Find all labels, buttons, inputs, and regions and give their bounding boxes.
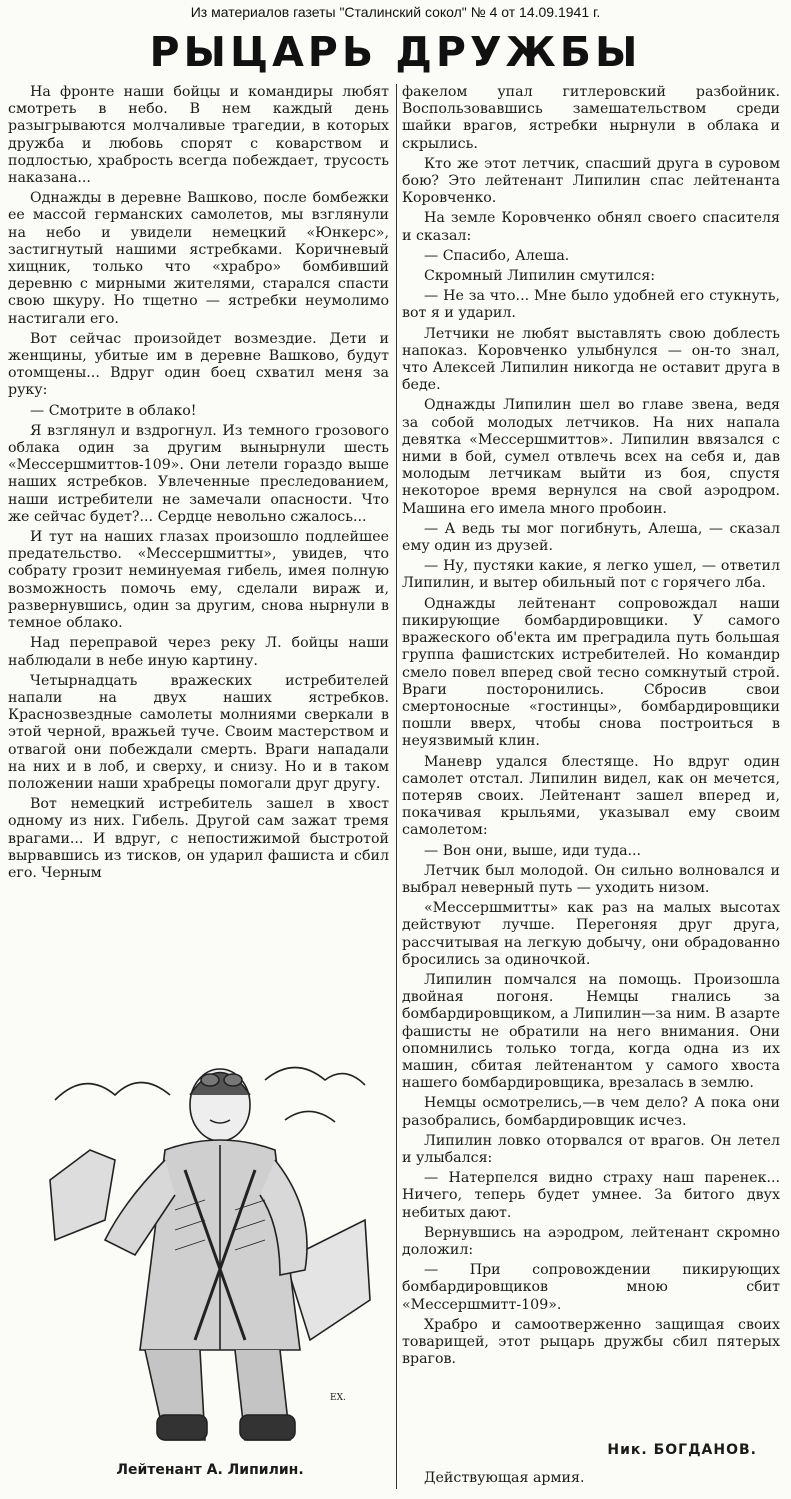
article-paragraph: Над переправой через реку Л. бойцы наши наблюдали в небе иную картину. <box>8 635 389 669</box>
pilot-illustration <box>45 1010 375 1450</box>
article-paragraph: Я взглянул и вздрогнул. Из темного грозового облака один за другим вынырнули шесть «Мессершмиттов-109». Они летели гораздо выше наших ястребков. Увлеченные преследованием, наши истребители не замечали опасности. Что же сейчас будет?... Сердце невольно сжалось... <box>8 422 389 525</box>
illustration-caption: Лейтенант А. Липилин. <box>116 1462 304 1478</box>
article-paragraph: — Натерпелся видно страху наш паренек... Ничего, теперь будет умнее. За битого двух небитых дают. <box>402 1170 780 1221</box>
right-column <box>402 84 780 1371</box>
article-paragraph: Летчик был молодой. Он сильно волновался и выбрал неверный путь — уходить низом. <box>402 862 780 896</box>
army-line: Действующая армия. <box>424 1470 585 1486</box>
article-paragraph: Однажды лейтенант сопровождал наши пикирующие бомбардировщики. У самого вражеского об'екта им преградила путь большая группа фашистских истребителей. Но командир смело повел вперед свой тесно сомкнутый строй. Враги посторонились. Сбросив свои смертоносные «гостинцы», бомбардировщики пошли вверх, чтобы снова построиться в неуязвимый клин. <box>402 595 780 750</box>
article-paragraph: Однажды в деревне Вашково, после бомбежки ее массой германских самолетов, мы взглянули на небо и увидели немецкий «Юнкерс», застигнутый нашими ястребками. Коричневый хищник, только что «храбро» бомбивший деревню с мирными жителями, старался спасти свою шкуру. Но тщетно — ястребки неумолимо настигали его. <box>8 190 389 327</box>
article-paragraph: И тут на наших глазах произошло подлейшее предательство. «Мессершмитты», увидев, что собрату грозит неминуемая гибель, имея полную возможность помочь ему, сделали вираж и, развернувшись, один за другим, снова нырнули в темное облако. <box>8 529 389 632</box>
author-signature: Ник. БОГДАНОВ. <box>607 1442 757 1458</box>
article-paragraph: Липилин ловко оторвался от врагов. Он летел и улыбался: <box>402 1132 780 1166</box>
article-paragraph: — Смотрите в облако! <box>30 402 197 419</box>
article-title: РЫЦАРЬ ДРУЖБЫ <box>149 28 642 76</box>
article-paragraph: Летчики не любят выставлять свою доблесть напоказ. Коровченко улыбнулся — он-то знал, что Алексей Липилин никогда не оставит друга в беде. <box>402 325 780 394</box>
article-paragraph: — При сопровождении пикирующих бомбардировщиков мною сбит «Мессершмитт-109». <box>402 1262 780 1313</box>
article-paragraph: На фронте наши бойцы и командиры любят смотреть в небо. В нем каждый день разыгрываются молчаливые трагедии, в которых дружба и любовь спорят с коварством и подлостью, храбрость всегда побеждает, трусость наказана... <box>8 84 389 187</box>
article-paragraph: Храбро и самоотверженно защищая своих товарищей, этот рыцарь дружбы сбил пятерых врагов. <box>402 1316 780 1368</box>
source-line: Из материалов газеты "Сталинский сокол" № 4 от 14.09.1941 г. <box>190 4 601 20</box>
article-paragraph: «Мессершмитты» как раз на малых высотах действуют лучше. Перегоняя друг друга, рассчитывая на легкую добычу, они обрадованно бросились за одиночкой. <box>402 900 780 968</box>
article-paragraph: факелом упал гитлеровский разбойник. Воспользовавшись замешательством среди шайки врагов, ястребки нырнули в облака и скрылись. <box>402 84 780 152</box>
artist-mark: ЕХ. <box>330 1393 346 1403</box>
article-paragraph: — Не за что... Мне было удобней его стукнуть, вот я и ударил. <box>402 288 780 322</box>
column-divider <box>396 84 397 1489</box>
article-paragraph: Немцы осмотрелись,—в чем дело? А пока они разобрались, бомбардировщик исчез. <box>402 1095 780 1129</box>
left-column <box>8 84 389 885</box>
article-paragraph: На земле Коровченко обнял своего спасителя и сказал: <box>402 210 780 244</box>
article-paragraph: Кто же этот летчик, спасший друга в суровом бою? Это лейтенант Липилин спас лейтенанта Коровченко. <box>402 155 780 207</box>
article-paragraph: Липилин помчался на помощь. Произошла двойная погоня. Немцы гнались за бомбардировщиком, а Липилин—за ним. В азарте фашисты не обратили на него внимания. Они опомнились только тогда, когда одна из их машин, сбитая лейтенантом у самого хвоста нашего бомбардировщика, врезалась в землю. <box>402 971 780 1092</box>
article-paragraph: Скромный Липилин смутился: <box>424 268 656 285</box>
article-paragraph: Вернувшись на аэродром, лейтенант скромно доложил: <box>402 1224 780 1258</box>
article-paragraph: Четырнадцать вражеских истребителей напали на двух наших ястребков. Краснозвездные самолеты молниями сверкали в этой черной, вражьей туче. Своим мастерством и отвагой они побеждали смерть. Враги нападали на них и в лоб, и сверху, и снизу. Но и в таком положении наши храбрецы помогали друг другу. <box>8 672 389 792</box>
article-paragraph: — Спасибо, Алеша. <box>424 247 570 264</box>
article-paragraph: Вот сейчас произойдет возмездие. Дети и женщины, убитые им в деревне Вашково, будут отомщены... Вдруг один боец схватил меня за руку: <box>8 330 389 399</box>
article-paragraph: — А ведь ты мог погибнуть, Алеша, — сказал ему один из друзей. <box>402 520 780 555</box>
article-paragraph: Маневр удался блестяще. Но вдруг один самолет отстал. Липилин видел, как он мечется, потеряв своих. Лейтенант зашел вперед и, покачивая крыльями, указывал ему своим самолетом: <box>402 753 780 839</box>
article-paragraph: Вот немецкий истребитель зашел в хвост одному из них. Гибель. Другой сам зажат тремя врагами... И вдруг, с непостижимой быстротой вырвавшись из тисков, он ударил фашиста и сбил его. Черным <box>8 796 389 881</box>
article-paragraph: — Вон они, выше, иди туда... <box>424 842 642 859</box>
article-paragraph: — Ну, пустяки какие, я легко ушел, — ответил Липилин, и вытер обильный пот с горячего лба. <box>402 558 780 592</box>
article-paragraph: Однажды Липилин шел во главе звена, ведя за собой молодых летчиков. На них напала девятка «Мессершмиттов». Липилин ввязался с ними в бой, сумел отвлечь всех на себя и, дав молодым летчикам выйти из боя, спустя некоторое время вернулся на свой аэродром. Машина его имела много пробоин. <box>402 397 780 517</box>
